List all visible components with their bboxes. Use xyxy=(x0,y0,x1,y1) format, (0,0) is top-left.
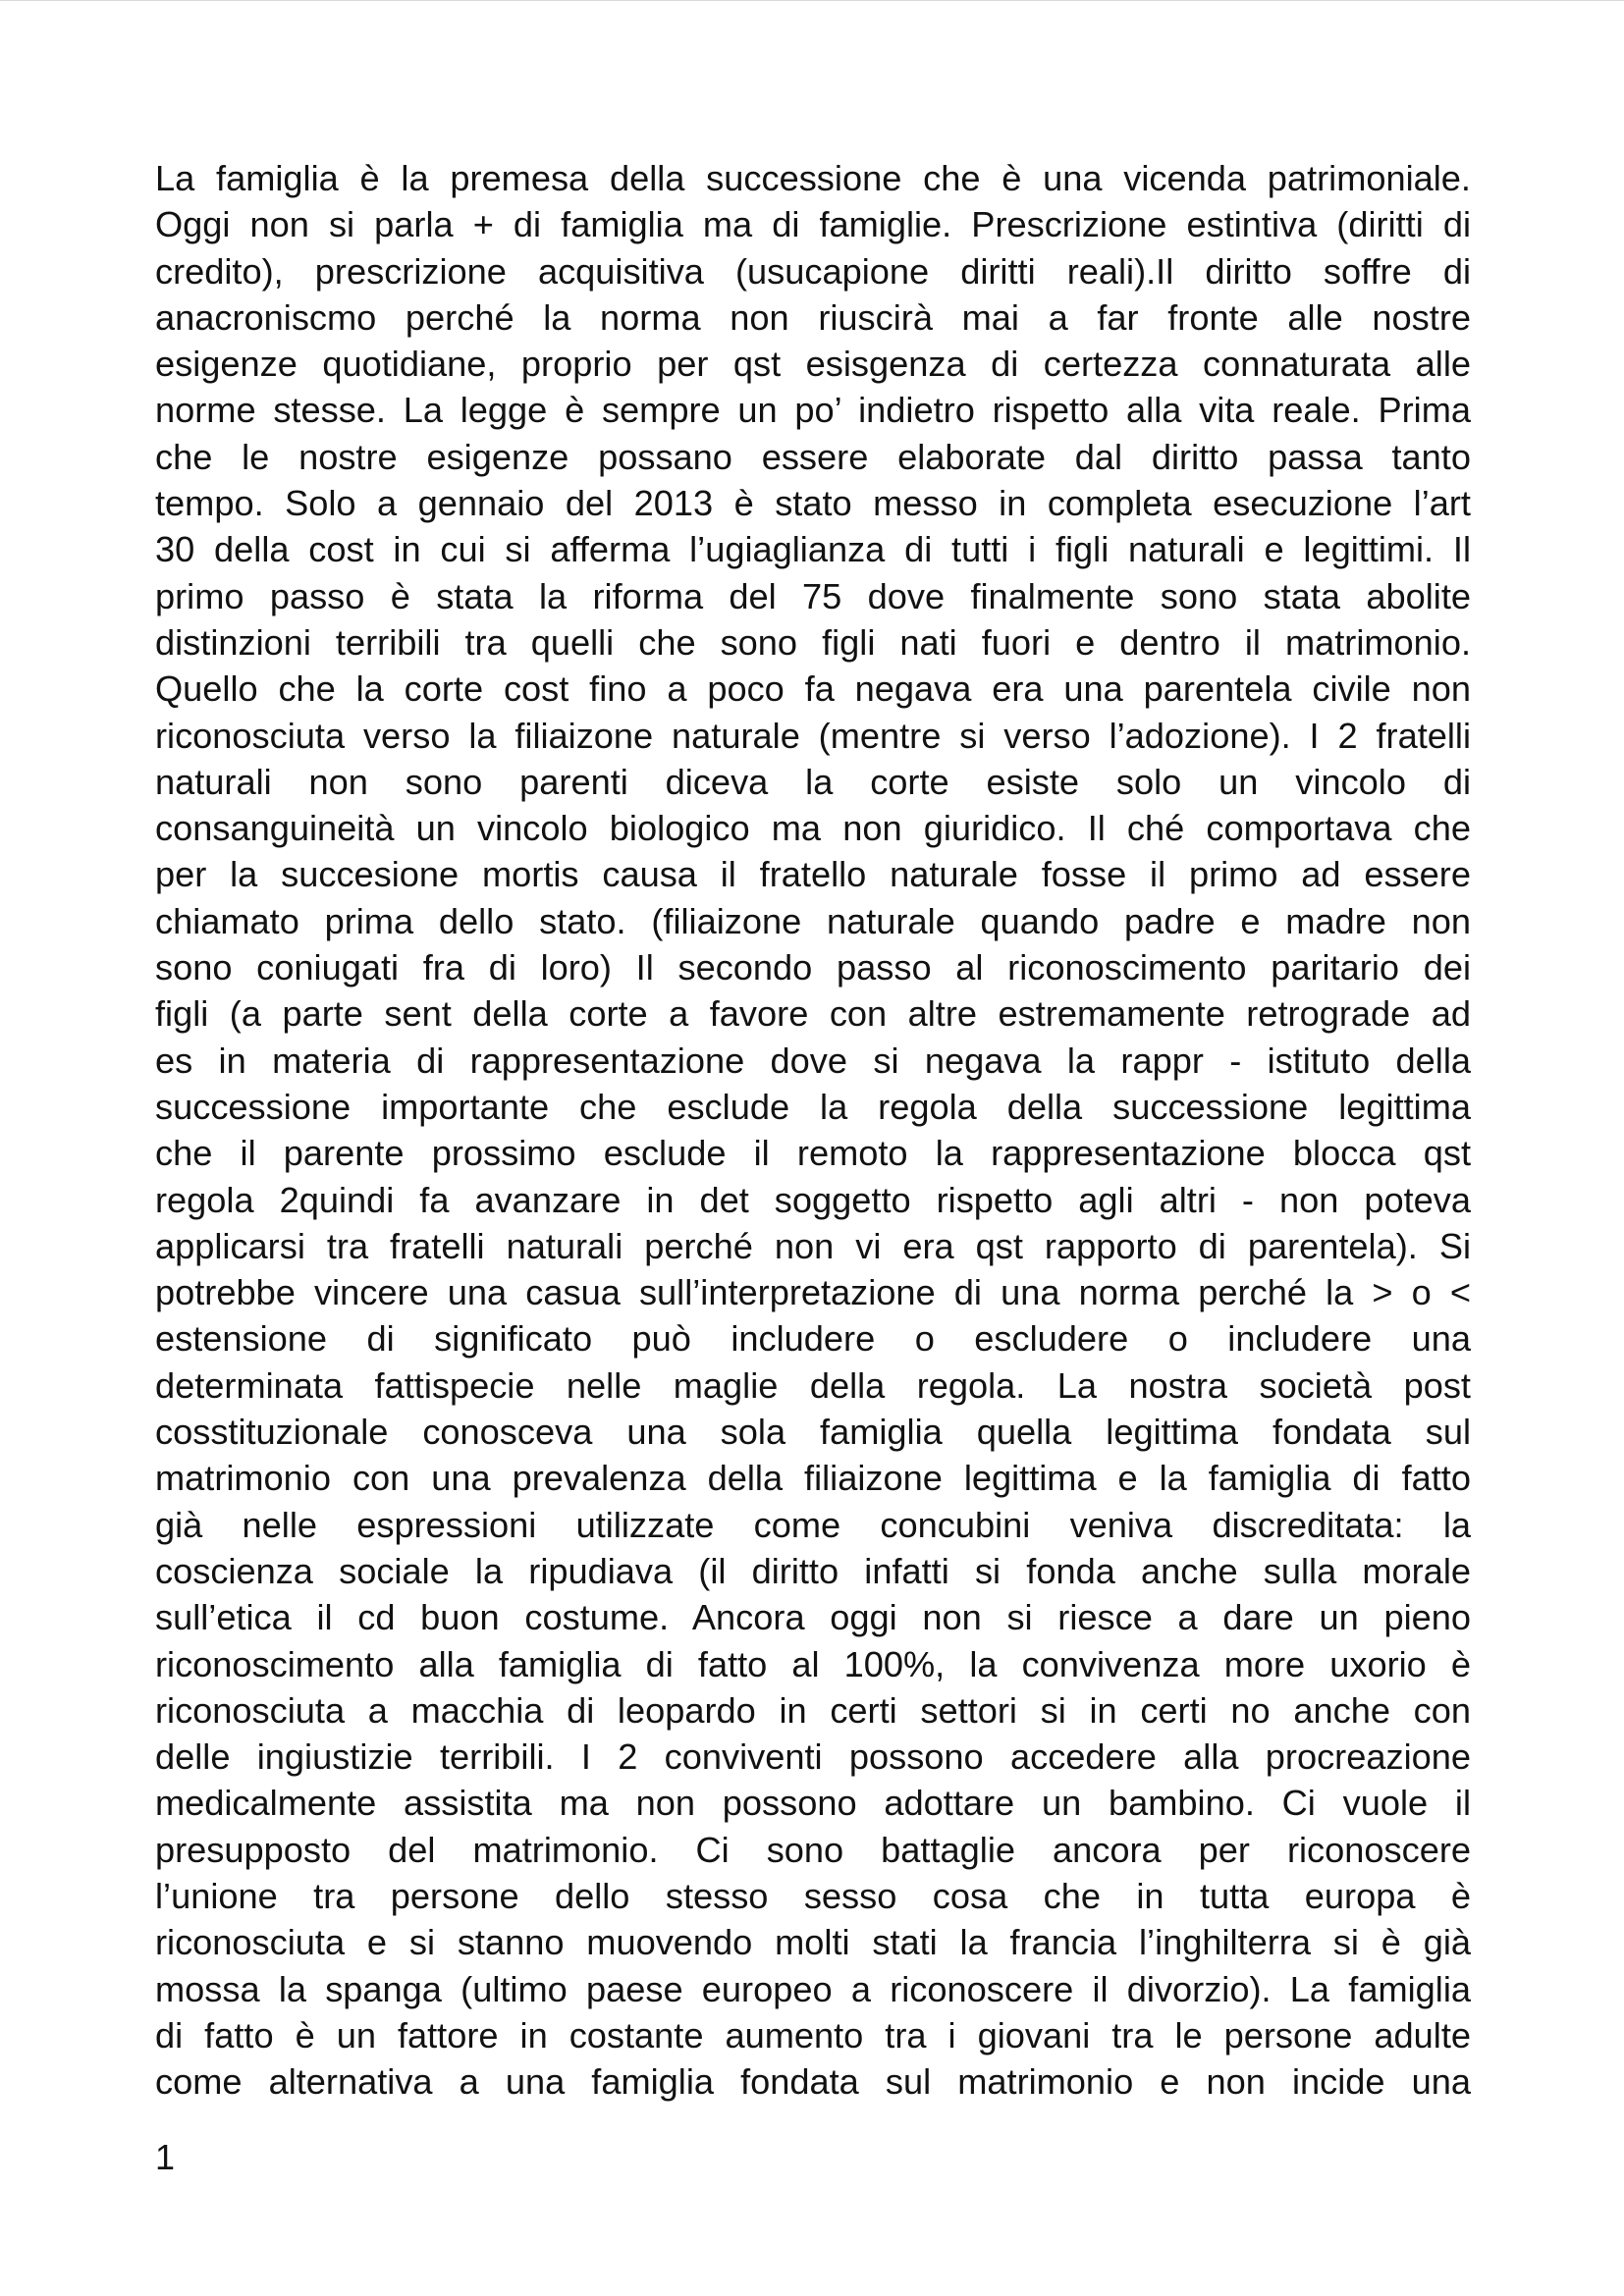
text-line: primo passo è stata la riforma del 75 dove finalmente sono stata abolite xyxy=(155,575,1471,616)
page-number: 1 xyxy=(155,2137,176,2177)
text-line: credito), prescrizione acquisitiva (usucapione diritti reali).Il diritto soffre di xyxy=(155,250,1471,292)
text-line: estensione di significato può includere o escludere o includere una xyxy=(155,1318,1471,1360)
text-line: es in materia di rappresentazione dove si negava la rappr - istituto della xyxy=(155,1040,1471,1081)
text-line: tempo. Solo a gennaio del 2013 è stato messo in completa esecuzione l’art xyxy=(155,483,1471,524)
text-line: distinzioni terribili tra quelli che sono figli nati fuori e dentro il matrimonio. xyxy=(155,621,1471,663)
text-line: medicalmente assistita ma non possono adottare un bambino. Ci vuole il xyxy=(155,1783,1471,1824)
text-line: 30 della cost in cui si afferma l’ugiaglianza di tutti i figli naturali e legittimi. Il xyxy=(155,529,1471,570)
text-line: sono coniugati fra di loro) Il secondo passo al riconoscimento paritario dei xyxy=(155,947,1471,988)
text-line: matrimonio con una prevalenza della filiaizone legittima e la famiglia di fatto xyxy=(155,1458,1471,1499)
text-line: riconosciuta e si stanno muovendo molti stati la francia l’inghilterra si è già xyxy=(155,1922,1471,1963)
text-line: mossa la spanga (ultimo paese europeo a riconoscere il divorzio). La famiglia xyxy=(155,1968,1471,2009)
text-line: coscienza sociale la ripudiava (il diritto infatti si fonda anche sulla morale xyxy=(155,1550,1471,1591)
text-line: determinata fattispecie nelle maglie della regola. La nostra società post xyxy=(155,1364,1471,1406)
text-line: consanguineità un vincolo biologico ma non giuridico. Il ché comportava che xyxy=(155,808,1471,849)
text-line: cosstituzionale conosceva una sola famiglia quella legittima fondata sul xyxy=(155,1412,1471,1453)
text-line: l’unione tra persone dello stesso sesso cosa che in tutta europa è xyxy=(155,1875,1471,1916)
text-line: Quello che la corte cost fino a poco fa negava era una parentela civile non xyxy=(155,668,1471,710)
text-line: per la succesione mortis causa il fratello naturale fosse il primo ad essere xyxy=(155,854,1471,895)
text-line: riconoscimento alla famiglia di fatto al 100%, la convivenza more uxorio è xyxy=(155,1643,1471,1684)
page-top-border xyxy=(0,0,1624,1)
text-line: norme stesse. La legge è sempre un po’ indietro rispetto alla vita reale. Prima xyxy=(155,390,1471,431)
text-line: sull’etica il cd buon costume. Ancora oggi non si riesce a dare un pieno xyxy=(155,1597,1471,1638)
text-line: La famiglia è la premesa della successione che è una vicenda patrimoniale. xyxy=(155,158,1471,198)
text-line: riconosciuta a macchia di leopardo in certi settori si in certi no anche con xyxy=(155,1689,1471,1731)
text-line: anacroniscmo perché la norma non riuscirà mai a far fronte alle nostre xyxy=(155,296,1471,338)
text-line: presupposto del matrimonio. Ci sono battaglie ancora per riconoscere xyxy=(155,1829,1471,1870)
text-line: di fatto è un fattore in costante aumento tra i giovani tra le persone adulte xyxy=(155,2014,1471,2056)
text-line: chiamato prima dello stato. (filiaizone naturale quando padre e madre non xyxy=(155,900,1471,941)
document-body xyxy=(155,155,1471,2105)
text-line: che il parente prossimo esclude il remoto la rappresentazione blocca qst xyxy=(155,1133,1471,1174)
text-line: Oggi non si parla + di famiglia ma di famiglie. Prescrizione estintiva (diritti di xyxy=(155,204,1471,245)
text-line: figli (a parte sent della corte a favore con altre estremamente retrograde ad xyxy=(155,993,1471,1035)
text-line: come alternativa a una famiglia fondata sul matrimonio e non incide una xyxy=(155,2061,1471,2103)
text-line: regola 2quindi fa avanzare in det soggetto rispetto agli altri - non poteva xyxy=(155,1179,1471,1220)
text-line: delle ingiustizie terribili. I 2 conviventi possono accedere alla procreazione xyxy=(155,1736,1471,1778)
text-line: naturali non sono parenti diceva la corte esiste solo un vincolo di xyxy=(155,761,1471,802)
text-line: applicarsi tra fratelli naturali perché non vi era qst rapporto di parentela). Si xyxy=(155,1225,1471,1266)
text-line: esigenze quotidiane, proprio per qst esisgenza di certezza connaturata alle xyxy=(155,344,1471,385)
text-line: successione importante che esclude la regola della successione legittima xyxy=(155,1086,1471,1127)
text-line: già nelle espressioni utilizzate come concubini veniva discreditata: la xyxy=(155,1504,1471,1545)
text-line: potrebbe vincere una casua sull’interpretazione di una norma perché la > o < xyxy=(155,1272,1471,1313)
text-line: che le nostre esigenze possano essere elaborate dal diritto passa tanto xyxy=(155,436,1471,477)
text-line: riconosciuta verso la filiaizone naturale (mentre si verso l’adozione). I 2 fratelli xyxy=(155,715,1471,756)
